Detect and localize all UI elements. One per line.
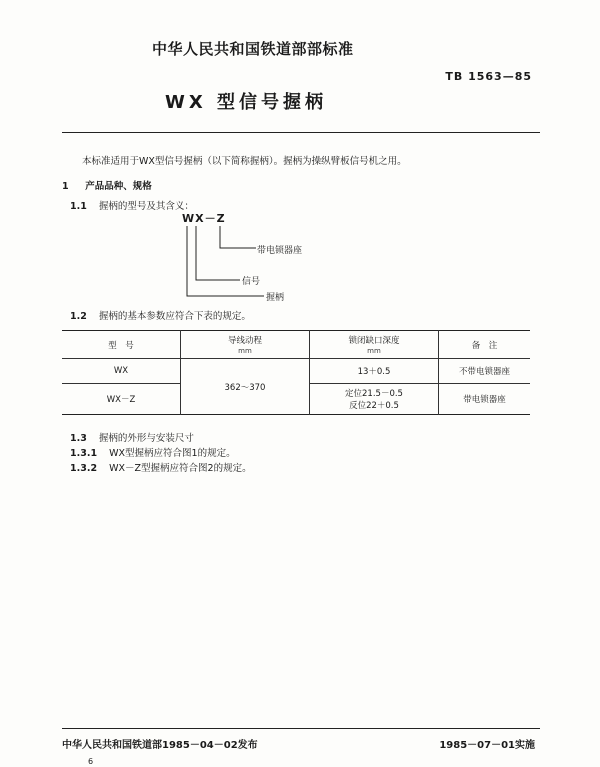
page-number: 6 [88, 757, 94, 766]
model-designation-diagram [168, 210, 338, 305]
cell-remark: 带电锁器座 [439, 384, 531, 415]
cell-model: WX [113, 366, 129, 376]
col-header-model: 型 号 [108, 340, 134, 351]
section-1-heading [62, 178, 152, 192]
parameter-table [62, 330, 530, 415]
clause-number: 1.3.1 [70, 448, 98, 459]
model-designation: WX－Z [182, 212, 226, 225]
clause-text: WX－Z型握柄应符合图2的规定。 [109, 463, 252, 474]
section-title: 产品品种、规格 [85, 181, 152, 192]
label-lever: 握柄 [266, 293, 285, 303]
table-header-row [62, 331, 530, 359]
clause-number: 1.3.2 [70, 463, 98, 474]
cell-model: WX－Z [106, 395, 136, 405]
cell-stroke: 362～370 [181, 359, 310, 415]
clause-text: 握柄的型号及其含义： [98, 201, 194, 212]
clause-text: WX型握柄应符合图1的规定。 [109, 448, 236, 459]
cell-depth [310, 384, 439, 415]
designation-lines [168, 210, 338, 305]
cell-remark: 不带电锁器座 [439, 359, 531, 384]
implementation-date: 1985－07－01实施 [439, 740, 535, 751]
col-header-remark: 备 注 [439, 331, 531, 359]
col-header-stroke: 导线动程 mm [181, 331, 310, 359]
standard-code: TB 1563—85 [445, 70, 532, 83]
clause-number: 1.3 [70, 433, 87, 444]
clause-1-3 [70, 430, 194, 444]
issuing-organization: 中华人民共和国铁道部部标准 [152, 40, 354, 58]
intro-paragraph: 本标准适用于WX型信号握柄（以下简称握柄）。握柄为操纵臂板信号机之用。 [82, 156, 407, 167]
depth-reverse: 反位22＋0.5 [349, 401, 399, 411]
x-leader [196, 226, 240, 280]
clause-1-3-2 [70, 460, 252, 474]
clause-1-2 [70, 308, 251, 322]
depth-normal: 定位21.5－0.5 [345, 389, 403, 399]
clause-text: 握柄的外形与安装尺寸 [98, 433, 194, 444]
table-row [62, 359, 530, 384]
label-electric-lock-seat: 带电锁器座 [257, 246, 303, 256]
z-leader [220, 226, 256, 248]
label-signal: 信号 [242, 277, 261, 287]
clause-number: 1.1 [70, 201, 87, 212]
clause-text: 握柄的基本参数应符合下表的规定。 [98, 311, 251, 322]
clause-number: 1.2 [70, 311, 87, 322]
cell-depth: 13＋0.5 [310, 359, 439, 384]
section-number: 1 [62, 181, 69, 192]
footer-rule [62, 728, 540, 729]
issue-date: 中华人民共和国铁道部1985－04－02发布 [62, 740, 258, 751]
header-rule [62, 132, 540, 133]
clause-1-3-1 [70, 445, 236, 459]
col-header-depth: 锁闭缺口深度 mm [310, 331, 439, 359]
document-title: WX 型信号握柄 [165, 92, 327, 113]
